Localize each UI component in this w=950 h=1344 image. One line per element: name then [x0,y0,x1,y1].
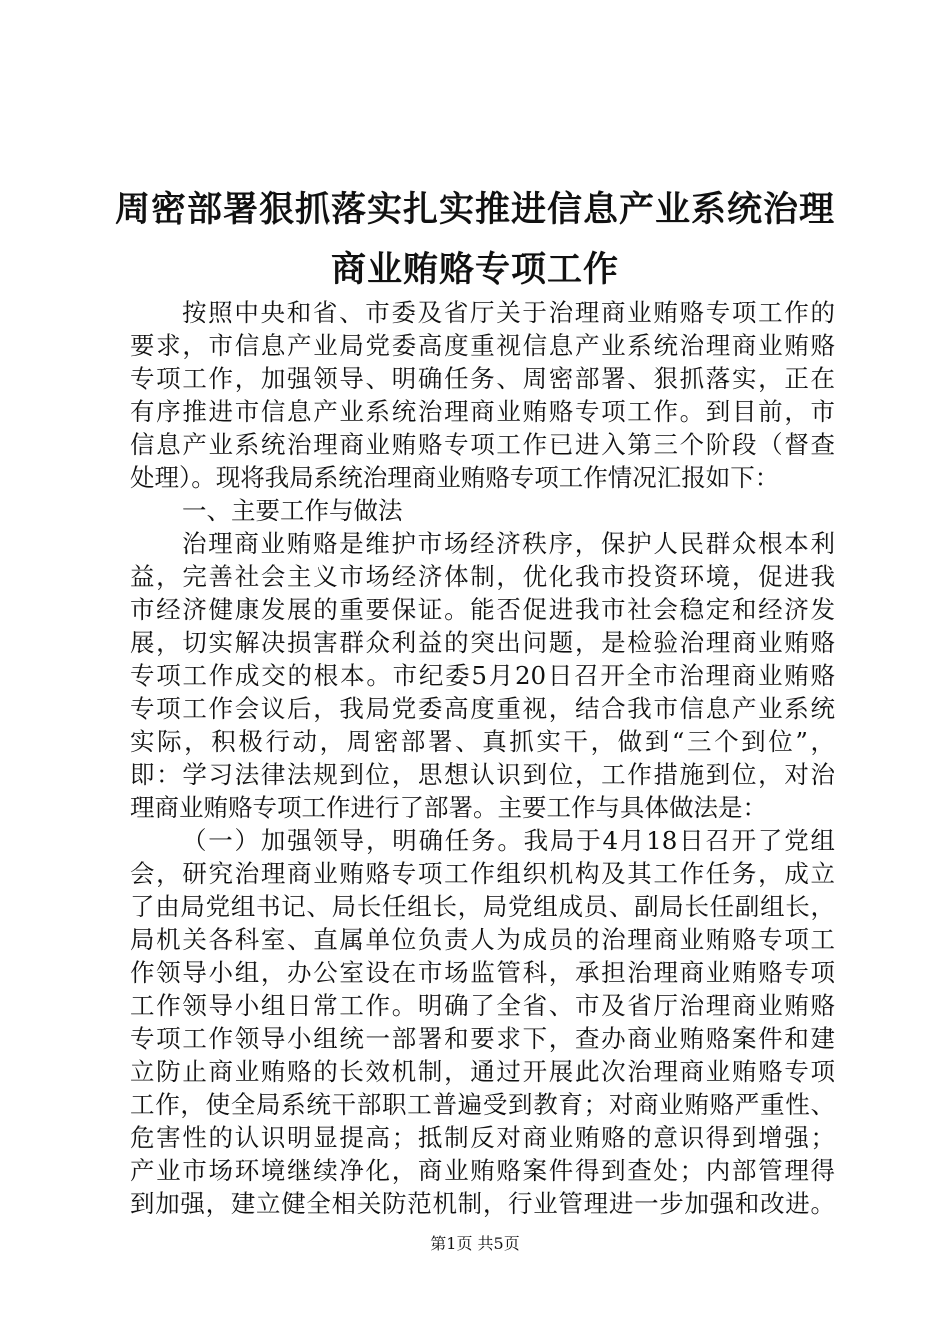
paragraph-line: 工作，使全局系统干部职工普遍受到教育；对商业贿赂严重性、 [130,1090,835,1119]
document-title-line-1: 周密部署狠抓落实扎实推进信息产业系统治理 [114,189,835,230]
paragraph-line: 理商业贿赂专项工作进行了部署。主要工作与具体做法是： [130,793,767,822]
paragraph-line: 要求，市信息产业局党委高度重视信息产业系统治理商业贿赂 [130,331,835,360]
paragraph-line: 局机关各科室、直属单位负责人为成员的治理商业贿赂专项工 [130,925,835,954]
paragraph-line: 到加强，建立健全相关防范机制，行业管理进一步加强和改进。 [130,1189,835,1218]
paragraph-line: 实际，积极行动，周密部署、真抓实干，做到“三个到位”， [130,727,835,756]
paragraph-line: 处理）。现将我局系统治理商业贿赂专项工作情况汇报如下： [130,463,780,492]
paragraph-line: 了由局党组书记、局长任组长，局党组成员、副局长任副组长， [130,892,835,921]
paragraph-line: 专项工作会议后，我局党委高度重视，结合我市信息产业系统 [130,694,835,723]
document-title-line-2: 商业贿赂专项工作 [330,249,619,290]
paragraph-line: 专项工作领导小组统一部署和要求下，查办商业贿赂案件和建 [130,1024,835,1053]
paragraph-line: 立防止商业贿赂的长效机制，通过开展此次治理商业贿赂专项 [130,1057,835,1086]
page-footer: 第1页 共5页 [430,1234,520,1253]
paragraph-line: 专项工作，加强领导、明确任务、周密部署、狠抓落实，正在 [130,364,835,393]
paragraph-line: 按照中央和省、市委及省厅关于治理商业贿赂专项工作的 [182,298,835,327]
paragraph-line: 产业市场环境继续净化，商业贿赂案件得到查处；内部管理得 [130,1156,835,1185]
paragraph-line: 信息产业系统治理商业贿赂专项工作已进入第三个阶段（督查 [130,430,835,459]
paragraph-line: 工作领导小组日常工作。明确了全省、市及省厅治理商业贿赂 [130,991,835,1020]
paragraph-line: 危害性的认识明显提高；抵制反对商业贿赂的意识得到增强； [130,1123,835,1152]
paragraph-line: 作领导小组，办公室设在市场监管科，承担治理商业贿赂专项 [130,958,835,987]
paragraph-line: 即：学习法律法规到位，思想认识到位，工作措施到位，对治 [130,760,835,789]
paragraph-line: （一）加强领导，明确任务。我局于4月18日召开了党组 [182,826,835,855]
section-heading: 一、主要工作与做法 [182,496,403,525]
document-body [130,296,835,1220]
paragraph-line: 治理商业贿赂是维护市场经济秩序，保护人民群众根本利 [182,529,835,558]
paragraph-line: 益，完善社会主义市场经济体制，优化我市投资环境，促进我 [130,562,835,591]
paragraph-line: 会，研究治理商业贿赂专项工作组织机构及其工作任务，成立 [130,859,835,888]
paragraph-line: 展，切实解决损害群众利益的突出问题，是检验治理商业贿赂 [130,628,835,657]
paragraph-line: 市经济健康发展的重要保证。能否促进我市社会稳定和经济发 [130,595,835,624]
paragraph-line: 专项工作成交的根本。市纪委5月20日召开全市治理商业贿赂 [130,661,835,690]
paragraph-line: 有序推进市信息产业系统治理商业贿赂专项工作。到目前，市 [130,397,835,426]
